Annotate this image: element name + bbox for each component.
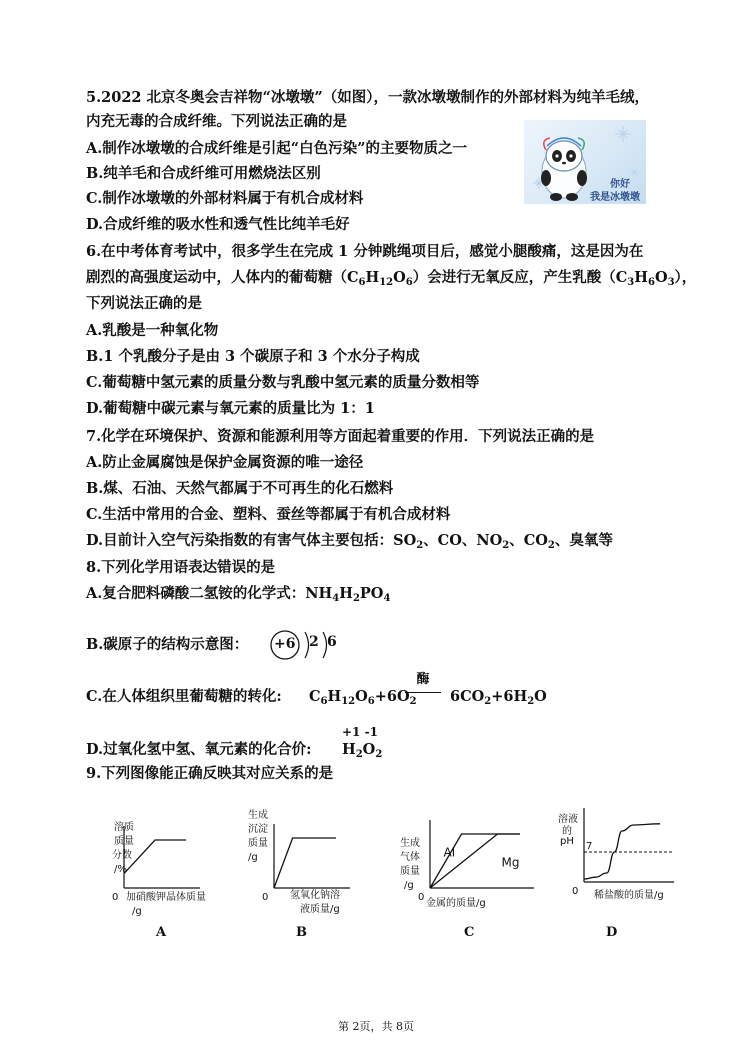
- atom-shell1-label: 2: [309, 634, 319, 650]
- origin-label: 0: [418, 892, 425, 903]
- y-axis-label: 溶液: [558, 814, 578, 825]
- q7-option-a: A.防止金属腐蚀是保护金属资源的唯一途径: [86, 454, 364, 471]
- q5-option-c: C.制作冰墩墩的外部材料属于有机合成材料: [86, 190, 364, 207]
- carbon-atom-diagram: [268, 626, 348, 666]
- q9-stem: 9.下列图像能正确反映其对应关系的是: [86, 765, 334, 782]
- y-axis-label: 分数: [112, 850, 132, 861]
- q6-option-d: D.葡萄糖中碳元素与氧元素的质量比为 1：1: [86, 400, 375, 417]
- chart-b: [234, 800, 384, 954]
- chart-option-label: A: [156, 925, 167, 940]
- y-axis-label: pH: [560, 836, 574, 847]
- origin-label: 0: [112, 892, 119, 903]
- y-axis-label: 生成: [400, 838, 420, 849]
- q8-stem: 8.下列化学用语表达错误的是: [86, 559, 276, 576]
- mascot-caption-line2: 我是冰墩墩: [590, 192, 640, 203]
- q8-option-a: A.复合肥料磷酸二氢铵的化学式：$NH_4H_2PO_4$: [86, 585, 391, 604]
- mascot-caption-line1: 你好: [610, 179, 630, 190]
- y-axis-label: /g: [404, 880, 414, 891]
- q8-option-d: D.过氧化氢中氢、氧元素的化合价:: [86, 741, 312, 758]
- q5-option-b: B.纯羊毛和合成纤维可用燃烧法区别: [86, 165, 321, 182]
- glucose-equation-right: $6CO_2+6H_2O$: [450, 688, 547, 707]
- mascot-photo: [524, 120, 646, 204]
- q6-stem-line1: 6.在中考体育考试中，很多学生在完成 1 分钟跳绳项目后，感觉小腿酸痛，这是因为在: [86, 243, 644, 260]
- series-line-main: [274, 838, 336, 888]
- q5-option-a: A.制作冰墩墩的合成纤维是引起“白色污染”的主要物质之一: [86, 140, 467, 157]
- y-axis-label: 质量: [114, 836, 134, 847]
- x-axis-label: /g: [132, 906, 142, 917]
- y-axis-label: 质量: [400, 866, 420, 877]
- chart-option-label: D: [606, 925, 618, 940]
- atom-nucleus-label: +6: [274, 636, 296, 652]
- q8-option-b: B.碳原子的结构示意图：: [86, 636, 249, 653]
- q5-stem-line1: 5.2022 北京冬奥会吉祥物“冰墩墩”（如图），一款冰墩墩制作的外部材料为纯羊毛绒，: [86, 89, 649, 106]
- q5-stem-line2: 内充无毒的合成纤维。下列说法正确的是: [86, 113, 347, 130]
- q6-option-c: C.葡萄糖中氢元素的质量分数与乳酸中氢元素的质量分数相等: [86, 374, 480, 391]
- q7-stem: 7.化学在环境保护、资源和能源利用等方面起着重要的作用．下列说法正确的是: [86, 428, 595, 445]
- series-label-Al: Al: [443, 845, 456, 860]
- q7-option-c: C.生活中常用的合金、塑料、蚕丝等都属于有机合成材料: [86, 506, 451, 523]
- atom-shell2-label: 6: [327, 634, 337, 650]
- valence-label: +1 -1: [342, 725, 378, 739]
- x-axis-label: 加硝酸钾晶体质量: [126, 892, 206, 903]
- y-axis-label: 的: [562, 826, 572, 837]
- q7-option-d: D.目前计入空气污染指数的有害气体主要包括：$SO_2$、CO、$NO_2$、$CO_2$、臭氧等: [86, 532, 613, 551]
- y-axis-label: /g: [248, 852, 258, 863]
- chart-option-label: C: [464, 925, 475, 940]
- reaction-arrow-line: [405, 692, 441, 693]
- glucose-equation-left: $C_6H_{12}O_6+6O_2$: [309, 688, 417, 707]
- chart-c: [396, 800, 546, 954]
- y-axis-label: 沉淀: [248, 824, 268, 835]
- enzyme-label: 酶: [416, 672, 430, 687]
- y-axis-label: 溶质: [114, 822, 134, 833]
- x-axis-label: 氢氧化钠溶: [290, 890, 340, 901]
- q6-option-b: B.1 个乳酸分子是由 3 个碳原子和 3 个水分子构成: [86, 348, 420, 365]
- y-axis-label: /%: [114, 864, 127, 875]
- y-axis-label: 质量: [248, 838, 268, 849]
- x-axis-label: 稀盐酸的质量/g: [594, 890, 664, 901]
- q5-option-d: D.合成纤维的吸水性和透气性比纯羊毛好: [86, 216, 350, 233]
- h2o2-formula: $H_2O_2$: [342, 741, 383, 760]
- series-label-Mg: Mg: [501, 855, 520, 870]
- page-footer: 第 2页，共 8页: [338, 1020, 414, 1033]
- chart-a: [76, 800, 226, 954]
- y-axis-label: 生成: [248, 810, 268, 821]
- origin-label: 0: [262, 892, 269, 903]
- chart-option-label: B: [296, 925, 307, 940]
- reaction-condition: [405, 672, 441, 693]
- y-axis-label: 气体: [400, 852, 420, 863]
- reference-label: 7: [586, 841, 593, 852]
- q6-stem-line2: 剧烈的高强度运动中，人体内的葡萄糖$(C_6H_{12}O_6)$会进行无氧反应，产生乳酸$(C_3H_6O_3)$，: [86, 269, 697, 288]
- series-line-main: [584, 824, 660, 879]
- origin-label: 0: [572, 886, 579, 897]
- x-axis-label: 金属的质量/g: [426, 898, 486, 909]
- q6-stem-line3: 下列说法正确的是: [86, 295, 202, 312]
- q6-option-a: A.乳酸是一种氧化物: [86, 322, 219, 339]
- q8-option-c: C.在人体组织里葡萄糖的转化:: [86, 688, 282, 705]
- x-axis-label: 液质量/g: [300, 904, 340, 915]
- chart-d: [550, 800, 700, 954]
- q7-option-b: B.煤、石油、天然气都属于不可再生的化石燃料: [86, 480, 394, 497]
